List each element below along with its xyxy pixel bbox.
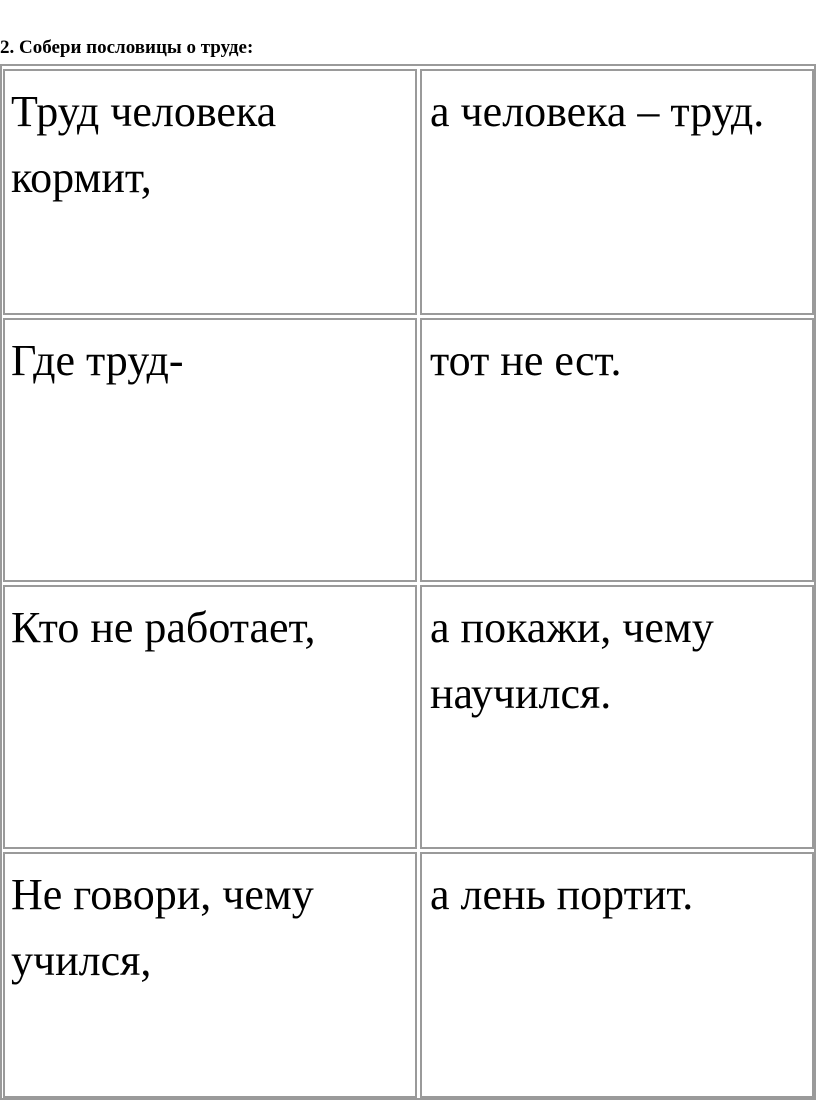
proverbs-table [0, 64, 816, 1100]
task-heading: 2. Собери пословицы о труде: [0, 37, 254, 58]
proverb-ending-4: а лень портит. [420, 852, 814, 1098]
proverb-ending-1: а человека – труд. [420, 69, 814, 315]
proverb-beginning-2: Где труд- [3, 318, 417, 582]
proverb-beginning-3: Кто не работает, [3, 585, 417, 849]
proverb-ending-2: тот не ест. [420, 318, 814, 582]
proverb-beginning-4: Не говори, чему учился, [3, 852, 417, 1098]
proverb-beginning-1: Труд человека кормит, [3, 69, 417, 315]
proverb-ending-3: а покажи, чему научился. [420, 585, 814, 849]
